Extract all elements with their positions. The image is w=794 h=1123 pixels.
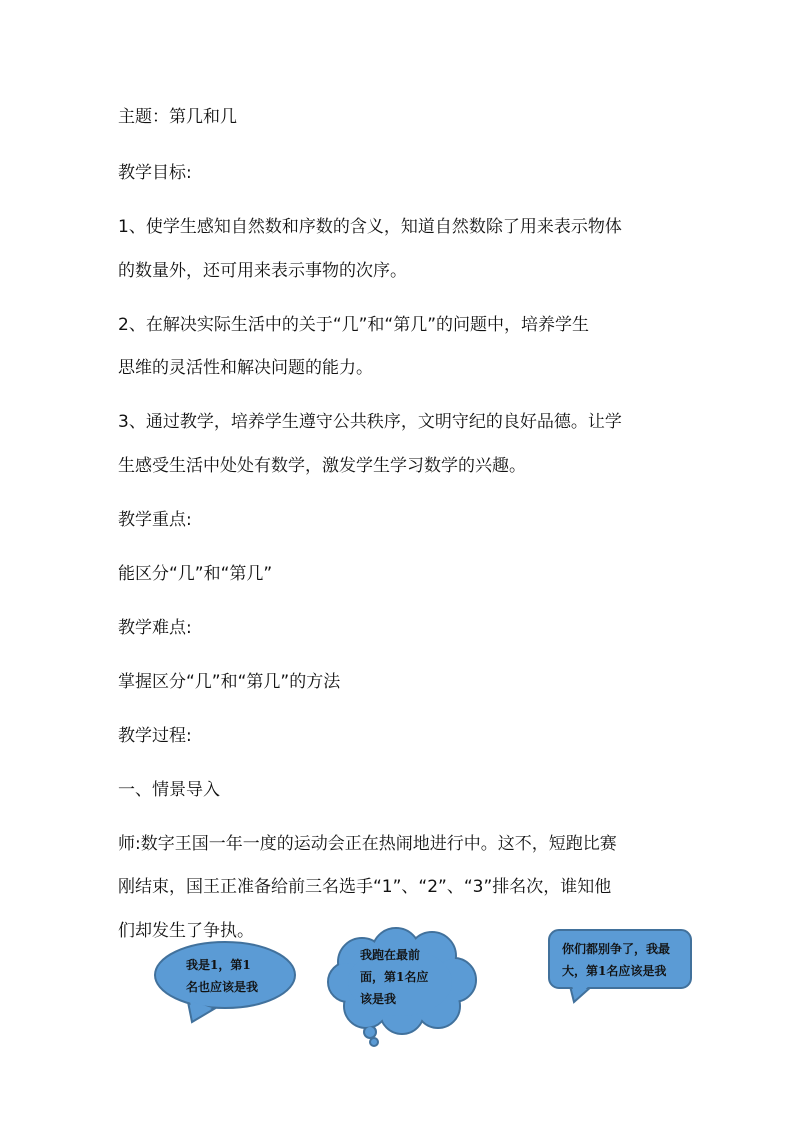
bubble-2-line-3: 该是我: [360, 992, 397, 1006]
bubble-3-line-1: 你们都别争了，我最: [562, 942, 671, 956]
bubble-1-line-2: 名也应该是我: [186, 980, 259, 994]
teacher-line-2: 刚结束，国王正准备给前三名选手“1”、“2”、“3”排名次，谁知他: [118, 877, 612, 897]
speech-bubble-3: [548, 928, 694, 1004]
goal-1-line-1: 1、使学生感知自然数和序数的含义，知道自然数除了用来表示物体: [118, 217, 622, 237]
doc-title: 主题：第几和几: [118, 107, 237, 127]
goals-heading: 教学目标:: [118, 163, 192, 183]
key-text: 能区分“几”和“第几”: [118, 564, 273, 584]
bubble-2-line-1: 我跑在最前: [360, 948, 421, 962]
goal-3-line-2: 生感受生活中处处有数学，激发学生学习数学的兴趣。: [118, 456, 526, 476]
thought-bubble-2: [326, 928, 480, 1048]
section-1-heading: 一、情景导入: [118, 780, 220, 800]
key-heading: 教学重点:: [118, 510, 192, 530]
process-heading: 教学过程:: [118, 726, 192, 746]
goal-2-line-2: 思维的灵活性和解决问题的能力。: [118, 358, 373, 378]
bubble-3-line-2: 大，第1名应该是我: [562, 964, 667, 978]
bubble-1-line-1: 我是1，第1: [186, 958, 251, 972]
teacher-line-3: 们却发生了争执。: [118, 921, 254, 941]
teacher-line-1: 师:数字王国一年一度的运动会正在热闹地进行中。这不，短跑比赛: [118, 834, 617, 854]
goal-1-line-2: 的数量外，还可用来表示事物的次序。: [118, 261, 407, 281]
speech-bubble-1: [148, 938, 298, 1028]
bubble-2-line-2: 面，第1名应: [360, 970, 429, 984]
difficulty-heading: 教学难点:: [118, 618, 192, 638]
goal-2-line-1: 2、在解决实际生活中的关于“几”和“第几”的问题中，培养学生: [118, 315, 590, 335]
difficulty-text: 掌握区分“几”和“第几”的方法: [118, 672, 341, 692]
goal-3-line-1: 3、通过教学，培养学生遵守公共秩序，文明守纪的良好品德。让学: [118, 412, 622, 432]
